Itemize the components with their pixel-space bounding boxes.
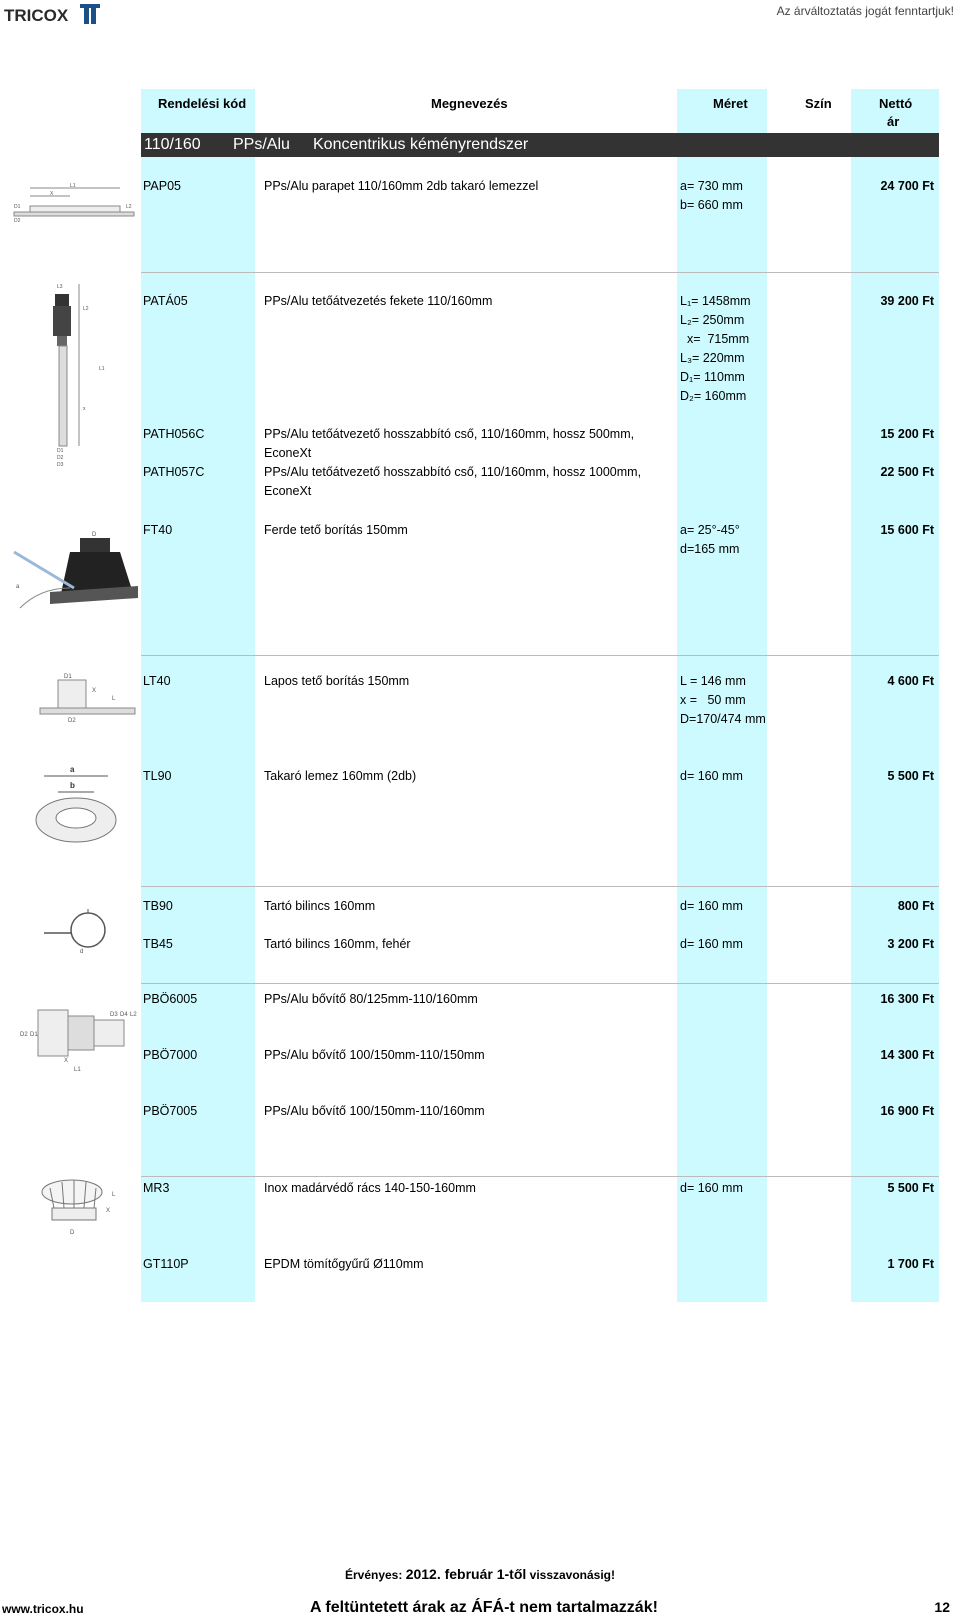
logo-text: TRICOX — [4, 6, 69, 25]
flat-roof-flashing-drawing — [38, 670, 138, 722]
product-size: D=170/474 mm — [680, 712, 766, 726]
product-size: d= 160 mm — [680, 1181, 743, 1195]
product-size: x = 50 mm — [680, 693, 746, 707]
label: L3 — [57, 284, 63, 290]
label: D2 — [14, 218, 21, 224]
header-code: Rendelési kód — [158, 96, 247, 111]
product-price: 16 900 Ft — [880, 1104, 934, 1118]
section-material: PPs/Alu — [233, 136, 290, 153]
label: L2 — [126, 204, 132, 210]
product-name: EconeXt — [264, 446, 312, 460]
label: d — [80, 949, 84, 955]
product-name: EconeXt — [264, 484, 312, 498]
label: D — [92, 532, 97, 538]
label: D2 — [20, 1032, 28, 1038]
product-price: 39 200 Ft — [880, 294, 934, 308]
website-link[interactable]: www.tricox.hu — [2, 1602, 84, 1616]
product-name: PPs/Alu bővítő 100/150mm-110/160mm — [264, 1104, 485, 1118]
label: L1 — [99, 366, 105, 372]
validity-notice — [0, 1566, 960, 1582]
label: D4 — [120, 1012, 128, 1018]
product-size: d= 160 mm — [680, 899, 743, 913]
row-separator — [141, 1176, 939, 1177]
row-separator — [141, 886, 939, 887]
label: D3 — [110, 1012, 118, 1018]
vat-notice: A feltüntetett árak az ÁFÁ-t nem tartalmazzák! — [310, 1599, 658, 1616]
header-color: Szín — [805, 96, 832, 111]
product-size: L₁= 1458mm — [680, 294, 751, 308]
product-code: GT110P — [143, 1257, 189, 1271]
product-price: 800 Ft — [897, 899, 934, 913]
logo-mark — [4, 2, 104, 26]
product-name: PPs/Alu tetőátvezetés fekete 110/160mm — [264, 294, 493, 308]
label: D2 — [57, 455, 64, 461]
row-separator — [141, 272, 939, 273]
product-size: L₃= 220mm — [680, 351, 745, 365]
cover-plate-drawing — [28, 760, 123, 850]
label: D1 — [14, 204, 21, 210]
product-name: Tartó bilincs 160mm, fehér — [264, 937, 411, 951]
page-number: 12 — [934, 1599, 950, 1615]
label: a — [70, 765, 75, 774]
product-price: 22 500 Ft — [880, 465, 934, 479]
label: D — [70, 1230, 75, 1236]
product-size: x= 715mm — [680, 332, 750, 346]
label: D2 — [68, 718, 76, 722]
product-size: a= 730 mm — [680, 179, 743, 193]
product-price: 15 200 Ft — [880, 427, 934, 441]
product-size: D₁= 110mm — [680, 370, 745, 384]
product-code: TB90 — [143, 899, 173, 913]
sloped-roof-flashing-drawing — [10, 528, 138, 620]
product-size: D₂= 160mm — [680, 389, 747, 403]
product-name: Tartó bilincs 160mm — [264, 899, 376, 913]
label: D3 — [57, 462, 64, 468]
product-name: PPs/Alu parapet 110/160mm 2db takaró lemezzel — [264, 179, 539, 193]
roof-terminal-drawing — [45, 280, 110, 480]
validity-prefix: Érvényes: — [344, 1568, 403, 1582]
product-code: PATH056C — [143, 427, 205, 441]
brand-logo — [4, 2, 104, 26]
product-code: PATÁ05 — [143, 294, 188, 308]
section-title-bar — [141, 133, 939, 157]
product-price: 15 600 Ft — [880, 523, 934, 537]
product-price: 16 300 Ft — [880, 992, 934, 1006]
validity-date: 2012. február 1-től — [405, 1566, 527, 1582]
product-price: 3 200 Ft — [887, 937, 934, 951]
product-size: d= 160 mm — [680, 769, 743, 783]
product-code: PATH057C — [143, 465, 205, 479]
label: L — [112, 1192, 116, 1198]
validity-suffix: visszavonásig! — [529, 1568, 616, 1582]
label: D1 — [64, 674, 72, 680]
product-code: PBÖ7000 — [143, 1048, 198, 1062]
row-separator — [141, 655, 939, 656]
product-code: LT40 — [143, 674, 171, 688]
product-name: Takaró lemez 160mm (2db) — [264, 769, 417, 783]
product-size: L₂= 250mm — [680, 313, 745, 327]
label: L1 — [74, 1067, 81, 1072]
header-price: Nettó — [879, 96, 913, 111]
product-name: Ferde tető borítás 150mm — [264, 523, 408, 537]
price-disclaimer: Az árváltoztatás jogát fenntartjuk! — [776, 4, 954, 18]
bracket-clamp-drawing — [40, 905, 120, 955]
header-size: Méret — [713, 96, 748, 111]
product-size: b= 660 mm — [680, 198, 743, 212]
label: L — [112, 696, 116, 702]
label: X — [50, 191, 54, 197]
product-size: a= 25°-45° — [680, 523, 740, 537]
product-size: d= 160 mm — [680, 937, 743, 951]
product-code: PBÖ7005 — [143, 1104, 198, 1118]
product-code: TL90 — [143, 769, 172, 783]
product-size: d=165 mm — [680, 542, 740, 556]
label: X — [64, 1058, 69, 1064]
header-price-line2: ár — [887, 114, 900, 129]
label: D1 — [57, 448, 64, 454]
product-code: MR3 — [143, 1181, 170, 1195]
product-price: 5 500 Ft — [887, 1181, 934, 1195]
label: L1 — [70, 183, 76, 189]
parapet-drawing — [10, 182, 135, 234]
product-price: 4 600 Ft — [887, 674, 934, 688]
product-code: PAP05 — [143, 179, 181, 193]
header-name: Megnevezés — [431, 96, 508, 111]
product-name: PPs/Alu tetőátvezető hosszabbító cső, 110/160mm, hossz 500mm, — [264, 427, 635, 441]
product-price: 1 700 Ft — [887, 1257, 934, 1271]
product-price: 5 500 Ft — [887, 769, 934, 783]
product-code: PBÖ6005 — [143, 992, 198, 1006]
product-name: Inox madárvédő rács 140-150-160mm — [264, 1181, 476, 1195]
bird-guard-drawing — [40, 1178, 135, 1240]
product-name: PPs/Alu bővítő 80/125mm-110/160mm — [264, 992, 478, 1006]
label: X — [92, 688, 97, 694]
product-name: PPs/Alu tetőátvezető hosszabbító cső, 110/160mm, hossz 1000mm, — [264, 465, 642, 479]
adapter-drawing — [14, 1002, 139, 1072]
label: X — [106, 1208, 111, 1214]
row-separator — [141, 983, 939, 984]
product-price: 14 300 Ft — [880, 1048, 934, 1062]
label: a — [16, 584, 20, 590]
product-name: Lapos tető borítás 150mm — [264, 674, 410, 688]
label: L2 — [83, 306, 89, 312]
section-dimension: 110/160 — [144, 136, 201, 153]
label: D1 — [30, 1032, 38, 1038]
product-price: 24 700 Ft — [880, 179, 934, 193]
label: b — [70, 781, 75, 790]
product-name: PPs/Alu bővítő 100/150mm-110/150mm — [264, 1048, 485, 1062]
section-title: Koncentrikus kéményrendszer — [313, 136, 529, 153]
label: x — [83, 406, 86, 412]
product-code: FT40 — [143, 523, 173, 537]
product-name: EPDM tömítőgyűrű Ø110mm — [264, 1257, 424, 1271]
label: L2 — [130, 1012, 137, 1018]
product-size: L = 146 mm — [680, 674, 746, 688]
product-code: TB45 — [143, 937, 173, 951]
